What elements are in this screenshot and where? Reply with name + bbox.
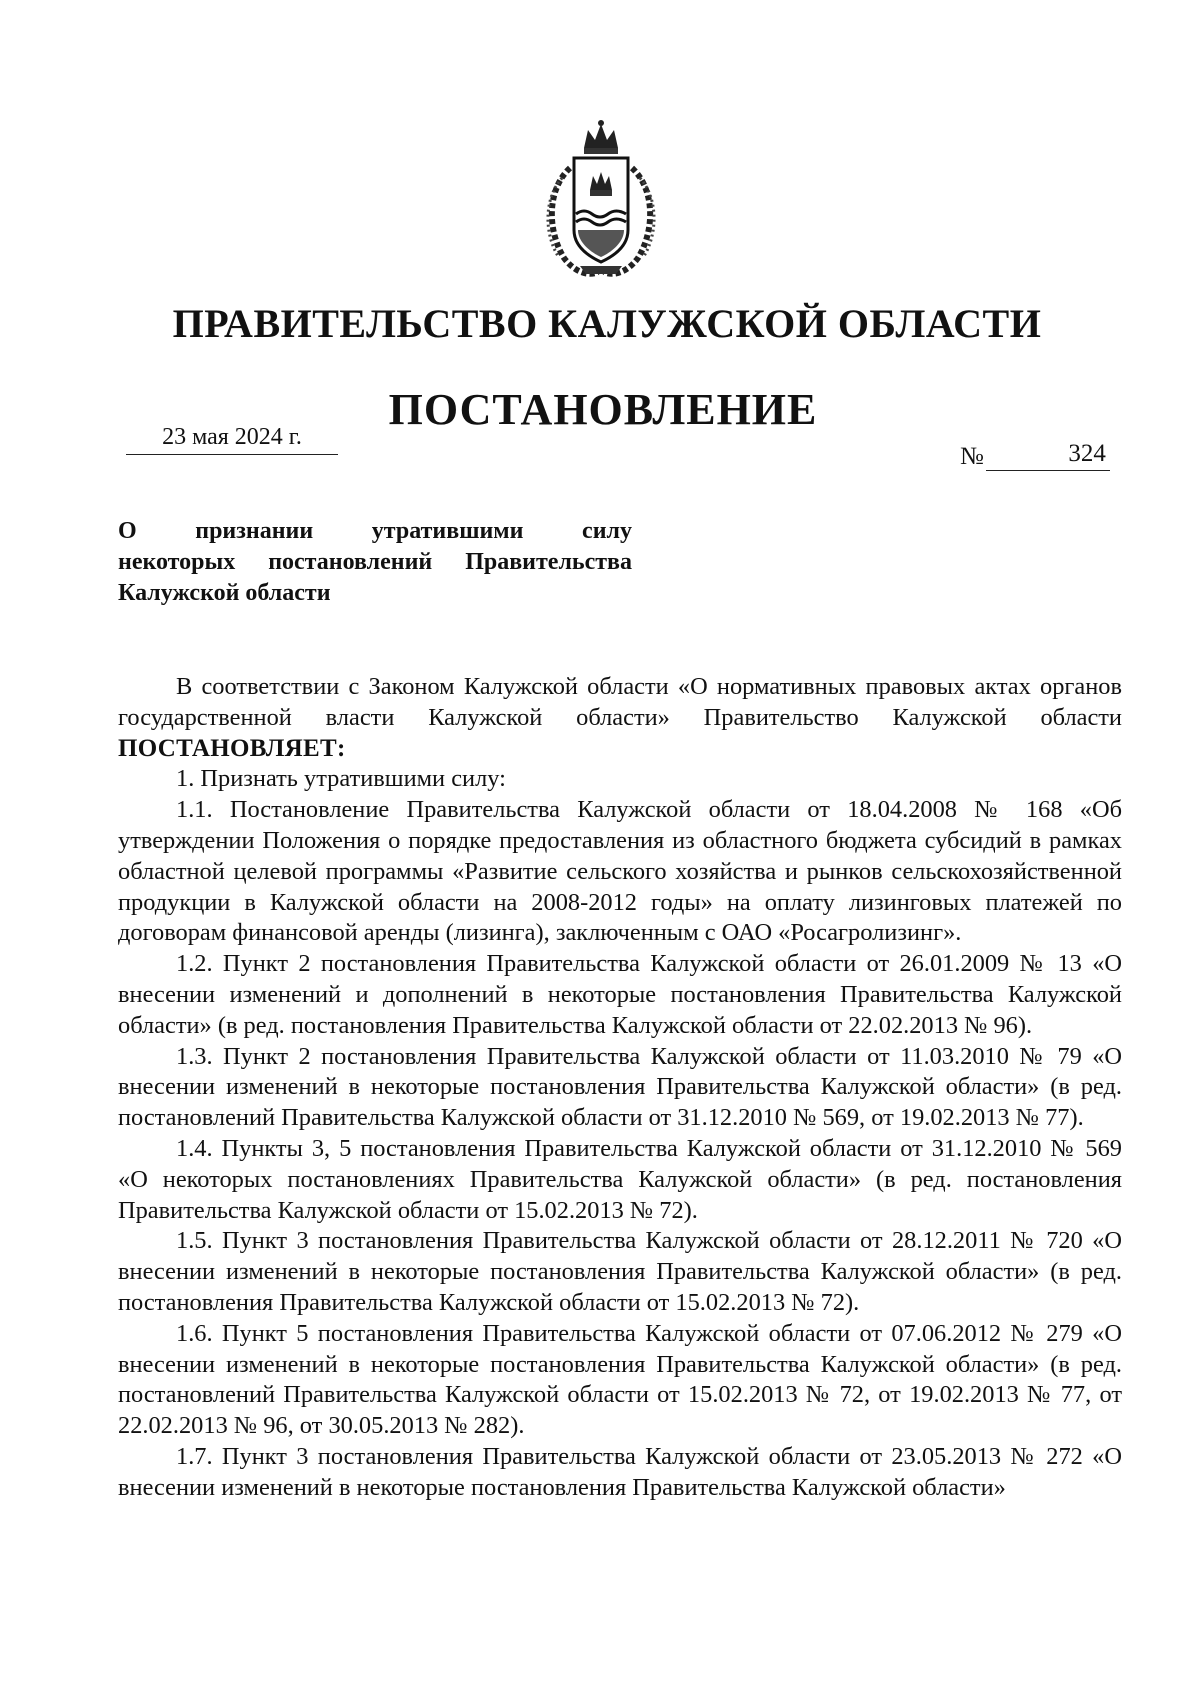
number-label: № [960, 443, 984, 470]
item-paragraph: 1. Признать утратившими силу: [176, 765, 506, 793]
item-paragraph: 1.6. Пункт 5 постановления Правительства Калужской области от 07.06.2012 № 279 «О внесении изменений в некоторые постановления Правительства Калужской области» (в ред. постановлений Правительства Калужской области от 15.02.2013 № 72, от 19.02.2013 № 77, от 22.02.2013 № 96, от 30.05.2013 № 282). [118, 1319, 1122, 1440]
coat-of-arms-emblem [540, 118, 662, 280]
subject-line: некоторых постановлений Правительства [118, 549, 632, 575]
item-paragraph: 1.1. Постановление Правительства Калужской области от 18.04.2008 № 168 «Об утверждении Положения о порядке предоставления из областного бюджета субсидий в рамках областной целевой программы «Развитие сельского хозяйства и рынков сельскохозяйственной продукции в Калужской области на 2008-2012 годы» на оплату лизинговых платежей по договорам финансовой аренды (лизинга), заключенным с ОАО «Росагролизинг». [118, 796, 1122, 947]
item-paragraph: 1.2. Пункт 2 постановления Правительства Калужской области от 26.01.2009 № 13 «О внесении изменений и дополнений в некоторые постановления Правительства Калужской области» (в ред. постановления Правительства Калужской области от 22.02.2013 № 96). [118, 950, 1122, 1039]
subject-line: Калужской области [118, 580, 331, 606]
item-paragraph: 1.4. Пункты 3, 5 постановления Правительства Калужской области от 31.12.2010 № 569 «О некоторых постановлениях Правительства Калужской области» (в ред. постановления Правительства Калужской области от 15.02.2013 № 72). [118, 1134, 1122, 1224]
document-number-block [960, 440, 1110, 471]
item-paragraph: 1.5. Пункт 3 постановления Правительства Калужской области от 28.12.2011 № 720 «О внесении изменений в некоторые постановления Правительства Калужской области» (в ред. постановления Правительства Калужской области от 15.02.2013 № 72). [118, 1227, 1122, 1316]
document-type-title: ПОСТАНОВЛЕНИЕ [388, 385, 818, 434]
preamble-paragraph [118, 672, 1122, 764]
document-body [118, 672, 1122, 1504]
preamble-text: В соответствии с Законом Калужской области «О нормативных правовых актах органов государственной власти Калужской области» Правительство Калужской области [118, 673, 1122, 731]
subject-line: О признании утратившими силу [118, 518, 632, 544]
document-subject [118, 516, 632, 609]
item-paragraph: 1.3. Пункт 2 постановления Правительства Калужской области от 11.03.2010 № 79 «О внесении изменений в некоторые постановления Правительства Калужской области» (в ред. постановлений Правительства Калужской области от 31.12.2010 № 569, от 19.02.2013 № 77). [118, 1042, 1122, 1132]
item-paragraph: 1.7. Пункт 3 постановления Правительства Калужской области от 23.05.2013 № 272 «О внесении изменений в некоторые постановления Правительства Калужской области» [118, 1442, 1122, 1501]
resolves-keyword: ПОСТАНОВЛЯЕТ [118, 734, 337, 762]
resolves-punct: : [336, 734, 346, 762]
document-number: 324 [986, 440, 1110, 471]
organization-title: ПРАВИТЕЛЬСТВО КАЛУЖСКОЙ ОБЛАСТИ [172, 301, 1042, 346]
document-date: 23 мая 2024 г. [126, 424, 338, 455]
